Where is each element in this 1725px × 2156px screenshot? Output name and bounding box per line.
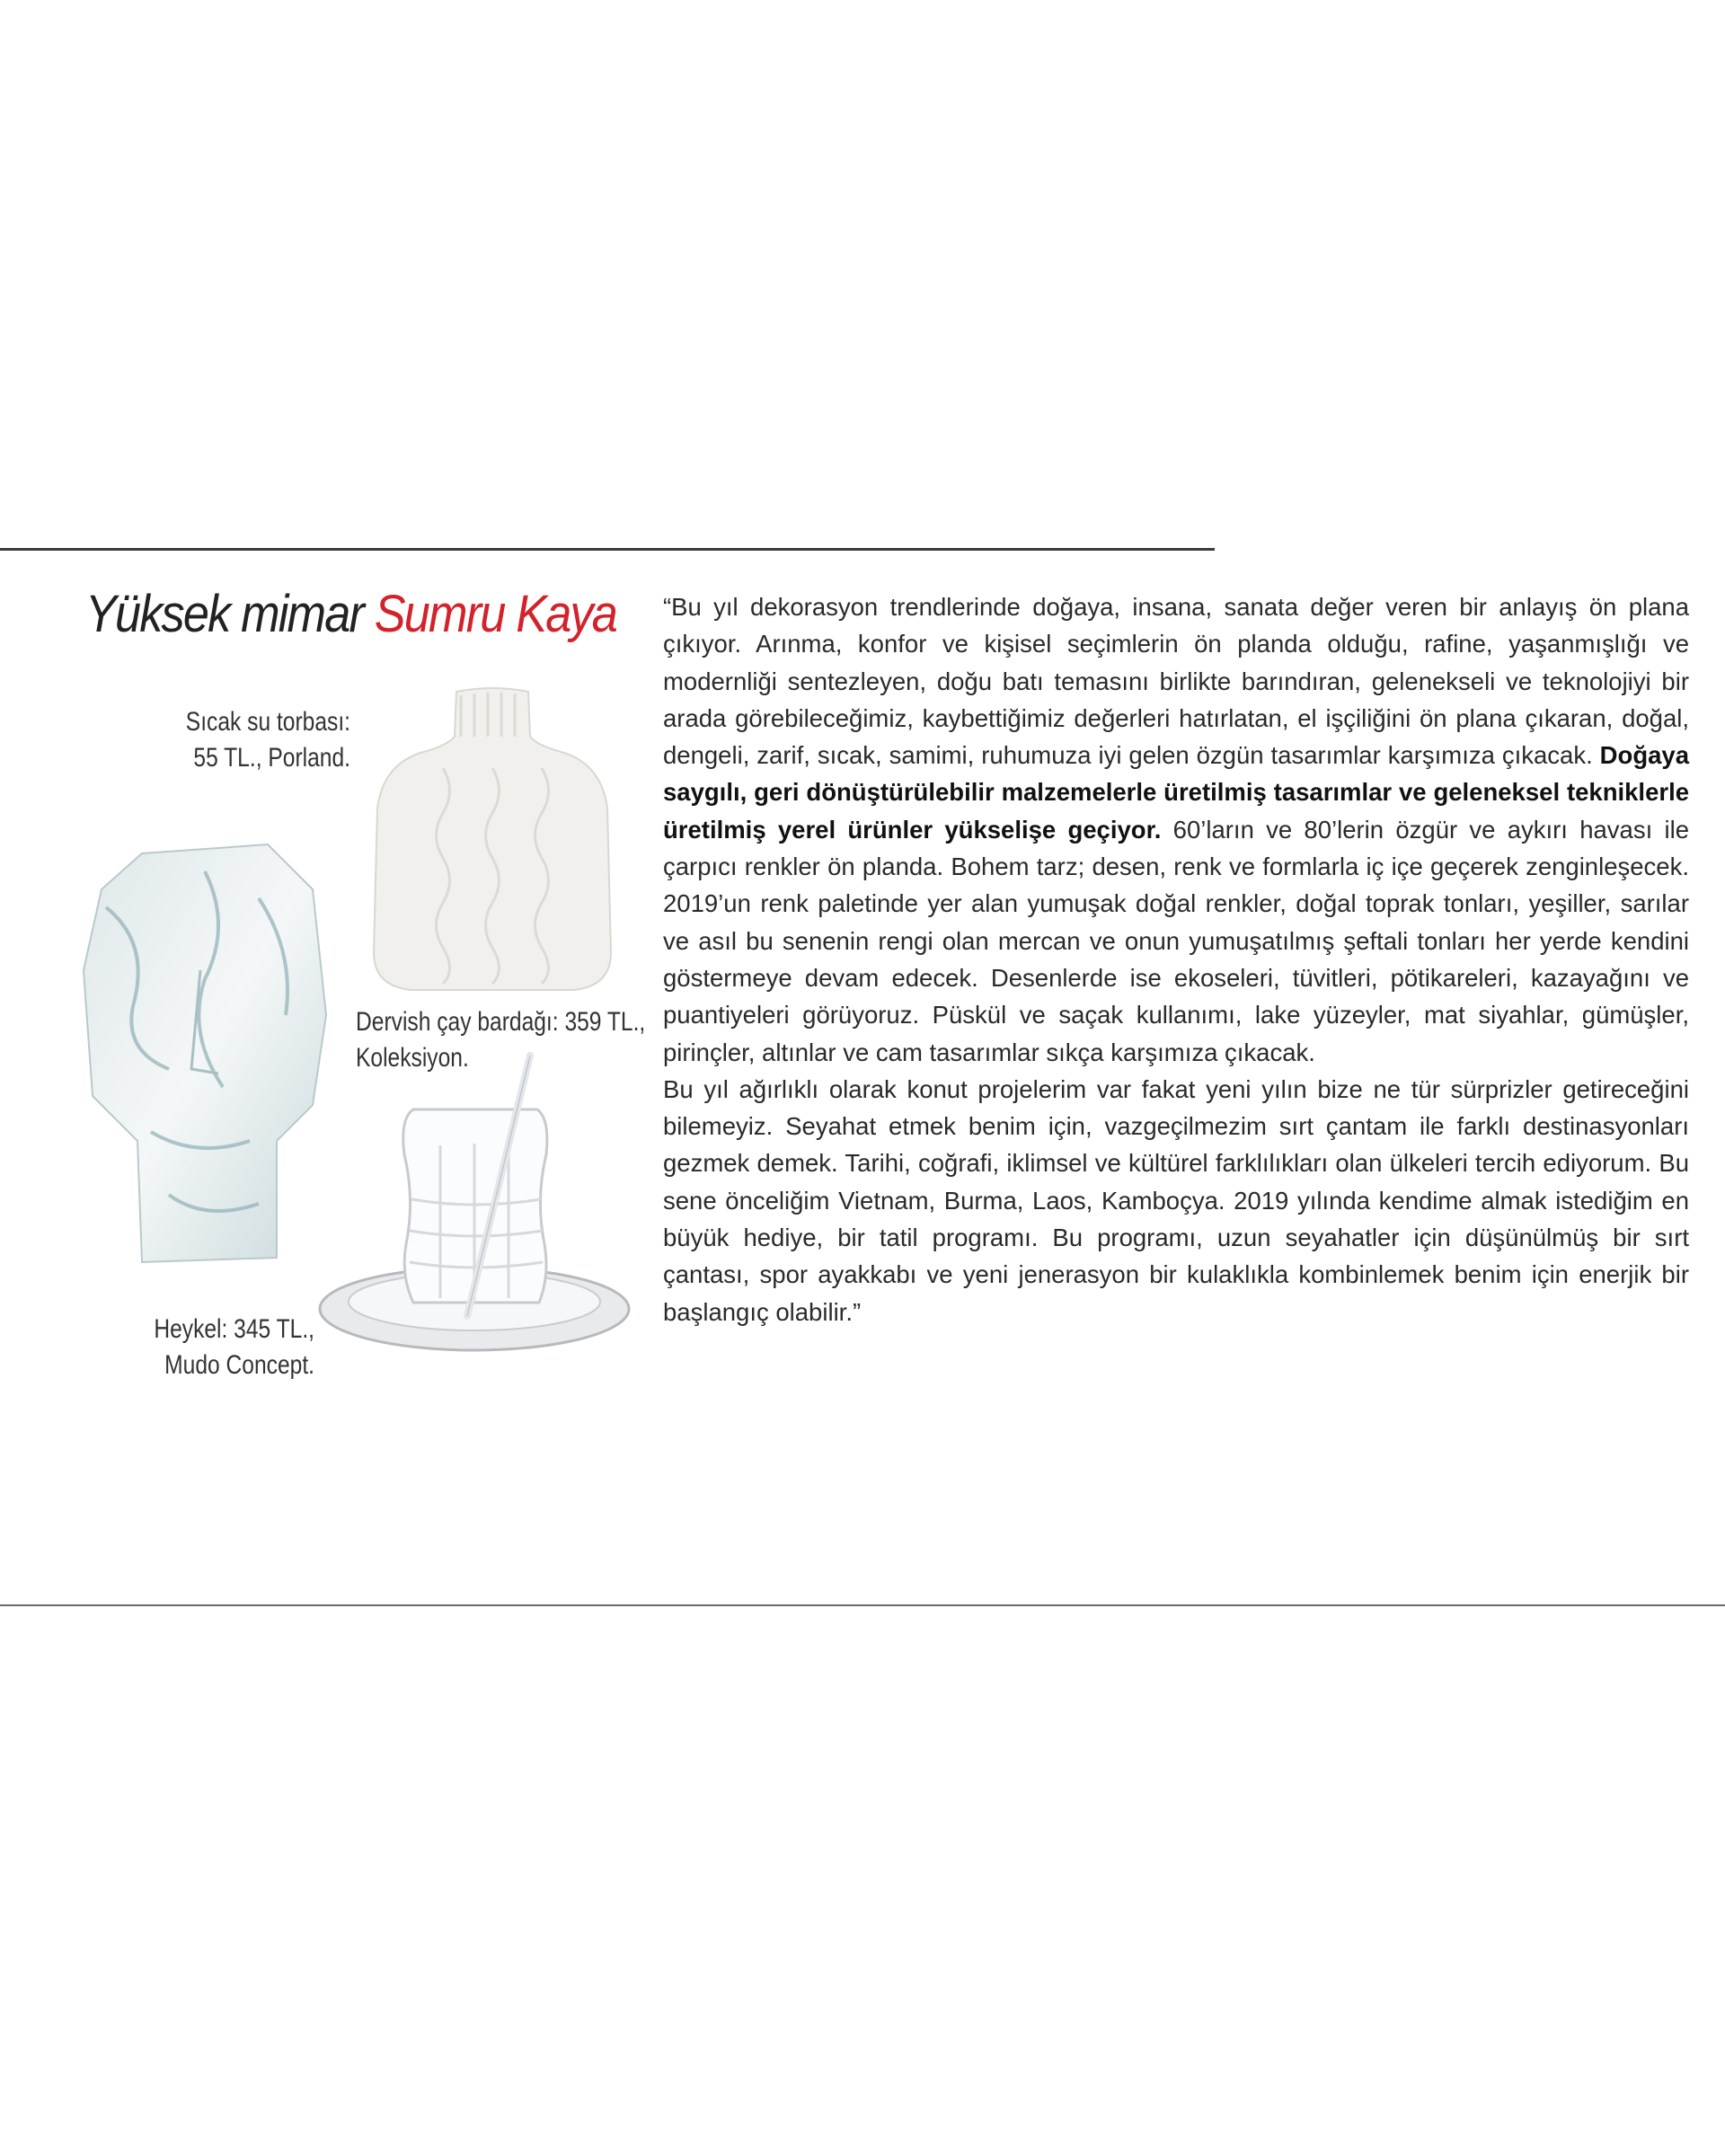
paragraph-1-intro: “Bu yıl dekorasyon trendlerinde doğaya, insana, sanata değer veren bir anlayış ön plana çıkıyor. Arınma, konfor ve kişisel seçimlerin ön planda olduğu, rafine, yaşanmışlığı ve modernliği sentezleyen, doğu batı temasını birlikte barındıran, gelenekseli ve teknolojiyi bir arada görebileceğimiz, kaybettiğimiz değerleri hatırlatan, el işçiliğini ön plana çıkaran, doğal, dengeli, zarif, sıcak, samimi, ruhumuza iyi gelen özgün tasarımlar karşımıza çıkacak.	[663, 593, 1689, 770]
paragraph-2: Bu yıl ağırlıklı olarak konut projelerim var fakat yeni yılın bize ne tür sürprizler getireceğini bilemeyiz. Seyahat etmek benim için, vazgeçilmezim sırt çantam ile farklı destinasyonları gezmek demek. Tarihi, coğrafi, iklimsel ve kültürel farklılıkları olan ülkeleri tercih ediyorum. Bu sene önceliğim Vietnam, Burma, Laos, Kamboçya. 2019 yılında kendime almak istediğim en büyük hediye, bir tatil programı. Bu programı, uzun seyahatler için düşünülmüş bir sırt çantası, spor ayakkabı ve yeni jenerasyon bir kulaklıkla kombinlemek benim için enerjik bir başlangıç olabilir.”	[663, 1074, 1689, 1326]
heading-prefix: Yüksek mimar	[85, 585, 364, 643]
article-body	[663, 588, 1689, 1330]
caption-line: Koleksiyon.	[356, 1043, 469, 1073]
tea-glass-image	[314, 1047, 633, 1370]
paragraph-1-highlight: Doğaya saygılı, geri dönüştürülebilir malzemelerle üretilmiş tasarımlar ve geleneksel tekniklerle üretilmiş yerel ürünler yükselişe geçiyor.	[663, 741, 1690, 844]
caption-line: Heykel: 345 TL.,	[154, 1314, 314, 1344]
caption-statue	[130, 1312, 314, 1383]
bottom-divider	[0, 1604, 1725, 1606]
article-heading	[85, 584, 616, 644]
statue-image	[70, 835, 340, 1276]
caption-line: Sıcak su torbası:	[185, 707, 350, 737]
caption-line: 55 TL., Porland.	[193, 743, 350, 773]
caption-line: Mudo Concept.	[164, 1350, 314, 1380]
paragraph-1	[663, 588, 1689, 1071]
caption-hot-water-bag	[173, 704, 350, 776]
heading-name: Sumru Kaya	[374, 585, 617, 643]
paragraph-1-rest: 60’ların ve 80’lerin özgür ve aykırı havası ile çarpıcı renkler ön planda. Bohem tarz; desen, renk ve formlarla iç içe geçerek zenginleşecek. 2019’un renk paletinde yer alan yumuşak doğal renkler, doğal toprak tonları, yeşiller, sarılar ve asıl bu senenin rengi olan mercan ve onun yumuşatılmış şeftali tonları her yerde kendini göstermeye devam edecek. Desenlerde ise ekoseleri, tüvitleri, pötikareleri, kazayağını ve puantiyeleri görüyoruz. Püskül ve saçak kullanımı, lake yüzeyler, mat siyahlar, gümüşler, pirinçler, altınlar ve cam tasarımlar sıkça karşımıza çıkacak.	[663, 815, 1689, 1066]
top-divider	[0, 548, 1215, 551]
caption-line: Dervish çay bardağı: 359 TL.,	[356, 1007, 646, 1037]
hot-water-bag-image	[358, 683, 627, 997]
